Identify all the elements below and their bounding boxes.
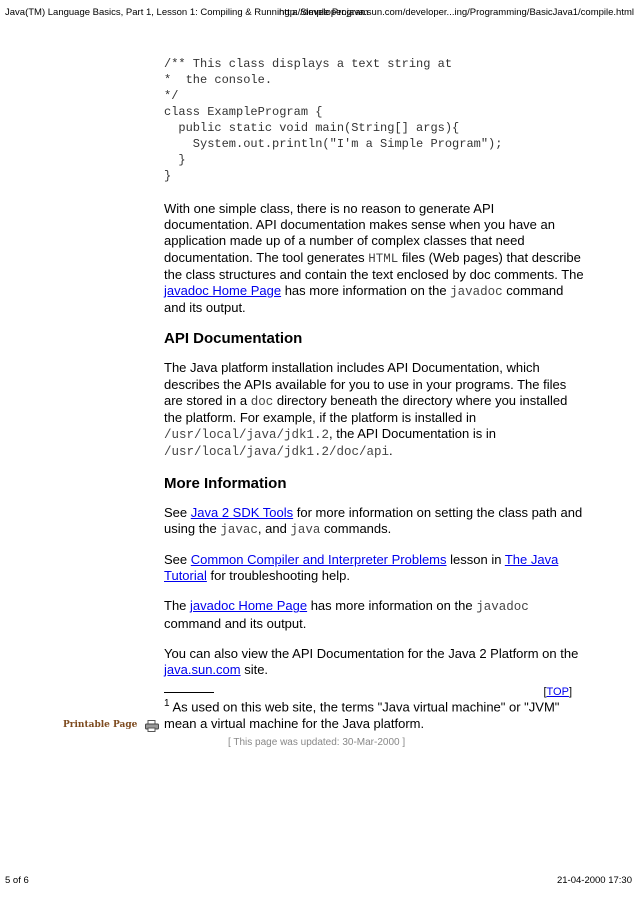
code-line: } xyxy=(164,169,172,183)
page-updated-date: [ This page was updated: 30-Mar-2000 ] xyxy=(228,737,406,748)
text: , the API Documentation is in xyxy=(329,426,496,442)
footnote-divider xyxy=(164,692,214,693)
code-line: System.out.println("I'm a Simple Program"); xyxy=(164,137,503,151)
code-block xyxy=(164,56,584,184)
print-header-url: http://developer.java.sun.com/developer...ing/Programming/BasicJava1/compile.html xyxy=(279,7,634,18)
paragraph-api-intro xyxy=(164,201,584,316)
heading-api-documentation: API Documentation xyxy=(164,330,303,348)
bracket: [ xyxy=(543,686,547,698)
java2-sdk-tools-link[interactable]: Java 2 SDK Tools xyxy=(190,504,294,520)
text: The xyxy=(164,598,191,614)
paragraph-api-location xyxy=(164,360,584,460)
code-line: /** This class displays a text string at xyxy=(164,57,453,71)
footnote-mark: 1 xyxy=(164,698,170,710)
text: command and its output. xyxy=(164,615,307,631)
code-line: public static void main(String[] args){ xyxy=(164,121,460,135)
paragraph-javadoc xyxy=(164,598,584,631)
text: for troubleshooting help. xyxy=(206,568,350,584)
text: site. xyxy=(240,662,269,678)
bracket: ] xyxy=(568,686,572,698)
code-line: } xyxy=(164,153,186,167)
text: command and its output. xyxy=(164,283,564,316)
paragraph-troubleshooting xyxy=(164,552,584,584)
text: for more information on setting the class path and using the xyxy=(164,504,583,536)
inline-code: /usr/local/java/jdk1.2/doc/api xyxy=(164,445,390,460)
text: directory beneath the directory where you installed the platform. For example, if the platform is installed in xyxy=(164,392,568,426)
inline-code: javadoc xyxy=(450,285,503,300)
text: See xyxy=(164,504,191,520)
printable-page-label: Printable Page xyxy=(63,720,138,730)
text: lesson in xyxy=(446,552,505,568)
inline-code: java xyxy=(290,522,321,537)
text: . xyxy=(389,443,393,459)
text: has more information on the xyxy=(307,598,477,614)
printable-page-link[interactable] xyxy=(63,719,159,731)
main-content xyxy=(164,56,584,732)
paragraph-java-sun xyxy=(164,646,584,678)
inline-code: javac xyxy=(220,522,258,537)
text: You can also view the API Documentation for the Java 2 Platform on the xyxy=(164,645,579,661)
page-number: 5 of 6 xyxy=(5,875,29,886)
javadoc-home-page-link[interactable]: javadoc Home Page xyxy=(164,283,282,299)
text: has more information on the xyxy=(281,283,451,299)
java-tutorial-link[interactable]: The Java Tutorial xyxy=(164,552,559,584)
inline-code: /usr/local/java/jdk1.2 xyxy=(164,428,330,443)
heading-more-information: More Information xyxy=(164,474,287,492)
code-line: class ExampleProgram { xyxy=(164,105,323,119)
inline-code: HTML xyxy=(368,251,399,266)
text: See xyxy=(164,552,191,568)
inline-code: doc xyxy=(250,394,274,409)
top-link[interactable]: TOP xyxy=(546,686,569,698)
compiler-problems-link[interactable]: Common Compiler and Interpreter Problems xyxy=(190,552,447,568)
footnote xyxy=(164,696,584,732)
java-sun-com-link[interactable]: java.sun.com xyxy=(164,662,241,678)
footnote-text: As used on this web site, the terms "Java virtual machine" or "JVM" mean a virtual machine for the Java platform. xyxy=(164,699,560,731)
top-link-group xyxy=(543,686,572,698)
text: The Java platform installation includes API Documentation, which describes the APIs available for you to use in your programs. The files are stored in a xyxy=(164,360,567,408)
text: , and xyxy=(257,520,291,536)
inline-code: javadoc xyxy=(476,600,529,615)
print-header-title: Java(TM) Language Basics, Part 1, Lesson 1: Compiling & Running a Simple Program xyxy=(5,7,369,18)
text: With one simple class, there is no reason to generate API documentation. API documentation makes sense when you have an application made up of a number of complex classes that need documentation. The tool generates xyxy=(164,201,555,265)
text: files (Web pages) that describe the class structures and contain the text enclosed by doc comments. The xyxy=(164,249,584,282)
text: commands. xyxy=(320,520,392,536)
paragraph-sdk-tools xyxy=(164,505,584,538)
printer-icon xyxy=(145,719,159,731)
print-timestamp: 21-04-2000 17:30 xyxy=(556,875,632,886)
code-line: */ xyxy=(164,89,179,103)
code-line: * the console. xyxy=(164,73,273,87)
javadoc-home-page-link[interactable]: javadoc Home Page xyxy=(190,598,308,614)
